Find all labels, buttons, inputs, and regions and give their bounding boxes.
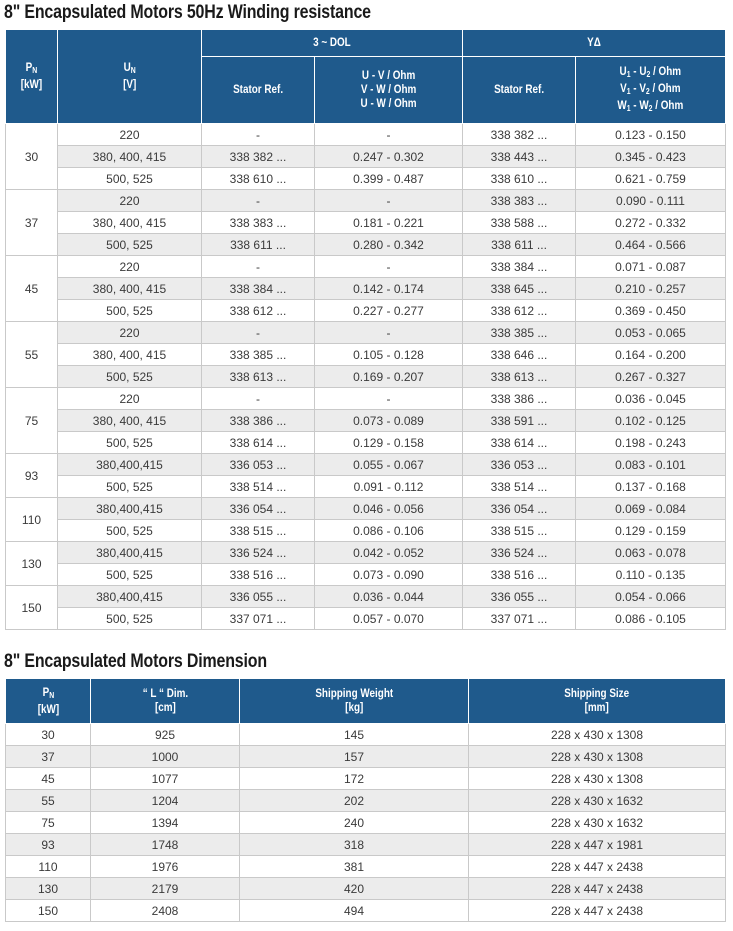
dim-l-cell: 1000: [91, 746, 240, 768]
dim-l-cell: 1204: [91, 790, 240, 812]
dim-weight-cell: 157: [240, 746, 469, 768]
dim-pn-cell: 55: [6, 790, 91, 812]
dol-ref-cell: 338 386 ...: [202, 410, 315, 432]
dim-size-cell: 228 x 447 x 2438: [469, 878, 726, 900]
yd-ref-cell: 338 515 ...: [463, 520, 576, 542]
un-cell: 220: [58, 256, 202, 278]
yd-res-cell: 0.164 - 0.200: [576, 344, 726, 366]
dol-res-cell: 0.057 - 0.070: [315, 608, 463, 630]
dol-ref-cell: -: [202, 190, 315, 212]
table-row: [6, 790, 726, 812]
header-yd-stator-ref: Stator Ref.: [463, 57, 576, 124]
dim-size-cell: 228 x 447 x 2438: [469, 856, 726, 878]
dim-weight-cell: 145: [240, 724, 469, 746]
table-row: [6, 878, 726, 900]
yd-res-cell: 0.129 - 0.159: [576, 520, 726, 542]
un-cell: 380, 400, 415: [58, 344, 202, 366]
dim-pn-cell: 75: [6, 812, 91, 834]
yd-res-cell: 0.083 - 0.101: [576, 454, 726, 476]
dim-pn-cell: 93: [6, 834, 91, 856]
dim-weight-cell: 318: [240, 834, 469, 856]
yd-ref-cell: 336 053 ...: [463, 454, 576, 476]
dol-res-cell: 0.042 - 0.052: [315, 542, 463, 564]
yd-res-cell: 0.102 - 0.125: [576, 410, 726, 432]
dol-res-cell: 0.280 - 0.342: [315, 234, 463, 256]
dol-res-cell: 0.091 - 0.112: [315, 476, 463, 498]
un-cell: 220: [58, 388, 202, 410]
header-ydelta: YΔ: [463, 30, 726, 57]
table-row: [6, 410, 726, 432]
yd-res-cell: 0.110 - 0.135: [576, 564, 726, 586]
table-row: [6, 212, 726, 234]
pn-cell: 130: [6, 542, 58, 586]
table-row: [6, 724, 726, 746]
yd-res-cell: 0.267 - 0.327: [576, 366, 726, 388]
dol-res-cell: 0.055 - 0.067: [315, 454, 463, 476]
table-row: [6, 256, 726, 278]
un-cell: 500, 525: [58, 476, 202, 498]
un-cell: 220: [58, 190, 202, 212]
yd-ref-cell: 338 591 ...: [463, 410, 576, 432]
dim-pn-cell: 150: [6, 900, 91, 922]
yd-ref-cell: 338 588 ...: [463, 212, 576, 234]
dol-res-cell: -: [315, 322, 463, 344]
dol-ref-cell: 336 054 ...: [202, 498, 315, 520]
yd-ref-cell: 338 613 ...: [463, 366, 576, 388]
dol-ref-cell: -: [202, 322, 315, 344]
yd-ref-cell: 338 645 ...: [463, 278, 576, 300]
yd-ref-cell: 338 443 ...: [463, 146, 576, 168]
yd-ref-cell: 337 071 ...: [463, 608, 576, 630]
un-cell: 380, 400, 415: [58, 410, 202, 432]
yd-res-cell: 0.369 - 0.450: [576, 300, 726, 322]
yd-res-cell: 0.210 - 0.257: [576, 278, 726, 300]
table-row: [6, 900, 726, 922]
yd-ref-cell: 338 382 ...: [463, 124, 576, 146]
un-cell: 500, 525: [58, 432, 202, 454]
header-un: $U_N$ [V]: [58, 30, 202, 124]
dol-ref-cell: 338 384 ...: [202, 278, 315, 300]
table-row: [6, 432, 726, 454]
table-row: [6, 168, 726, 190]
dim-size-cell: 228 x 430 x 1308: [469, 746, 726, 768]
dol-res-cell: 0.046 - 0.056: [315, 498, 463, 520]
pn-cell: 75: [6, 388, 58, 454]
un-cell: 220: [58, 124, 202, 146]
dim-weight-cell: 420: [240, 878, 469, 900]
dol-res-cell: 0.142 - 0.174: [315, 278, 463, 300]
dol-ref-cell: 336 055 ...: [202, 586, 315, 608]
yd-res-cell: 0.621 - 0.759: [576, 168, 726, 190]
dim-weight-cell: 381: [240, 856, 469, 878]
yd-res-cell: 0.090 - 0.111: [576, 190, 726, 212]
dol-ref-cell: 338 382 ...: [202, 146, 315, 168]
yd-ref-cell: 338 386 ...: [463, 388, 576, 410]
dim-pn-cell: 30: [6, 724, 91, 746]
dol-res-cell: 0.073 - 0.090: [315, 564, 463, 586]
dol-res-cell: 0.086 - 0.106: [315, 520, 463, 542]
dol-res-cell: 0.169 - 0.207: [315, 366, 463, 388]
table-row: [6, 322, 726, 344]
un-cell: 380,400,415: [58, 498, 202, 520]
table-row: [6, 454, 726, 476]
header-dol-stator-ref: Stator Ref.: [202, 57, 315, 124]
un-cell: 220: [58, 322, 202, 344]
dol-res-cell: 0.181 - 0.221: [315, 212, 463, 234]
dim-weight-cell: 494: [240, 900, 469, 922]
table-row: [6, 812, 726, 834]
yd-res-cell: 0.063 - 0.078: [576, 542, 726, 564]
dol-res-cell: -: [315, 124, 463, 146]
dol-ref-cell: 338 385 ...: [202, 344, 315, 366]
header-pn: $P_N$ [kW]: [6, 30, 58, 124]
table-row: [6, 388, 726, 410]
yd-res-cell: 0.036 - 0.045: [576, 388, 726, 410]
dim-header-l: “ L “ Dim. [cm]: [91, 679, 240, 724]
yd-res-cell: 0.069 - 0.084: [576, 498, 726, 520]
dim-header-pn: $P_N$ [kW]: [6, 679, 91, 724]
un-cell: 380,400,415: [58, 542, 202, 564]
dim-weight-cell: 240: [240, 812, 469, 834]
pn-cell: 55: [6, 322, 58, 388]
dol-ref-cell: 338 514 ...: [202, 476, 315, 498]
yd-ref-cell: 338 516 ...: [463, 564, 576, 586]
yd-ref-cell: 338 646 ...: [463, 344, 576, 366]
table-row: [6, 146, 726, 168]
dol-ref-cell: -: [202, 388, 315, 410]
table-row: [6, 586, 726, 608]
table-row: [6, 608, 726, 630]
header-dol-resistance: U - V / Ohm V - W / Ohm U - W / Ohm: [315, 57, 463, 124]
yd-res-cell: 0.137 - 0.168: [576, 476, 726, 498]
dim-size-cell: 228 x 430 x 1632: [469, 790, 726, 812]
dol-ref-cell: -: [202, 256, 315, 278]
table-row: [6, 834, 726, 856]
yd-ref-cell: 338 610 ...: [463, 168, 576, 190]
dol-ref-cell: 338 383 ...: [202, 212, 315, 234]
dim-l-cell: 1748: [91, 834, 240, 856]
yd-res-cell: 0.272 - 0.332: [576, 212, 726, 234]
yd-ref-cell: 336 524 ...: [463, 542, 576, 564]
table-row: [6, 542, 726, 564]
dim-l-cell: 2179: [91, 878, 240, 900]
dim-size-cell: 228 x 447 x 2438: [469, 900, 726, 922]
pn-cell: 37: [6, 190, 58, 256]
dim-header-size: Shipping Size [mm]: [469, 679, 726, 724]
dol-ref-cell: 336 524 ...: [202, 542, 315, 564]
dol-ref-cell: -: [202, 124, 315, 146]
dol-ref-cell: 336 053 ...: [202, 454, 315, 476]
dim-weight-cell: 172: [240, 768, 469, 790]
yd-res-cell: 0.054 - 0.066: [576, 586, 726, 608]
yd-ref-cell: 338 614 ...: [463, 432, 576, 454]
dol-res-cell: 0.036 - 0.044: [315, 586, 463, 608]
yd-res-cell: 0.071 - 0.087: [576, 256, 726, 278]
un-cell: 500, 525: [58, 608, 202, 630]
dol-ref-cell: 338 515 ...: [202, 520, 315, 542]
un-cell: 380, 400, 415: [58, 278, 202, 300]
dim-weight-cell: 202: [240, 790, 469, 812]
dim-pn-cell: 45: [6, 768, 91, 790]
dol-res-cell: 0.129 - 0.158: [315, 432, 463, 454]
table-row: [6, 278, 726, 300]
dol-ref-cell: 338 611 ...: [202, 234, 315, 256]
table-row: [6, 234, 726, 256]
pn-cell: 110: [6, 498, 58, 542]
dim-pn-cell: 110: [6, 856, 91, 878]
yd-ref-cell: 338 611 ...: [463, 234, 576, 256]
pn-cell: 30: [6, 124, 58, 190]
dim-l-cell: 1077: [91, 768, 240, 790]
dol-ref-cell: 338 612 ...: [202, 300, 315, 322]
dol-res-cell: 0.399 - 0.487: [315, 168, 463, 190]
table-row: [6, 768, 726, 790]
dim-l-cell: 1394: [91, 812, 240, 834]
dim-size-cell: 228 x 430 x 1632: [469, 812, 726, 834]
yd-ref-cell: 338 383 ...: [463, 190, 576, 212]
dim-size-cell: 228 x 447 x 1981: [469, 834, 726, 856]
table-row: [6, 746, 726, 768]
table-row: [6, 476, 726, 498]
yd-res-cell: 0.053 - 0.065: [576, 322, 726, 344]
dol-ref-cell: 338 516 ...: [202, 564, 315, 586]
un-cell: 500, 525: [58, 168, 202, 190]
un-cell: 380, 400, 415: [58, 146, 202, 168]
pn-cell: 45: [6, 256, 58, 322]
dim-l-cell: 925: [91, 724, 240, 746]
un-cell: 380,400,415: [58, 454, 202, 476]
table-row: [6, 498, 726, 520]
un-cell: 380,400,415: [58, 586, 202, 608]
dol-res-cell: -: [315, 190, 463, 212]
pn-cell: 93: [6, 454, 58, 498]
dol-res-cell: -: [315, 256, 463, 278]
un-cell: 500, 525: [58, 234, 202, 256]
dim-pn-cell: 37: [6, 746, 91, 768]
header-yd-resistance: $U_1 - U_2$ / Ohm $V_1 - V_2$ / Ohm $W_1 - W_2$ / Ohm: [576, 57, 726, 124]
pn-cell: 150: [6, 586, 58, 630]
dol-ref-cell: 338 613 ...: [202, 366, 315, 388]
dim-l-cell: 2408: [91, 900, 240, 922]
un-cell: 500, 525: [58, 520, 202, 542]
table-row: [6, 520, 726, 542]
un-cell: 500, 525: [58, 564, 202, 586]
un-cell: 380, 400, 415: [58, 212, 202, 234]
dim-header-weight: Shipping Weight [kg]: [240, 679, 469, 724]
yd-res-cell: 0.464 - 0.566: [576, 234, 726, 256]
dim-l-cell: 1976: [91, 856, 240, 878]
table-row: [6, 344, 726, 366]
dol-ref-cell: 337 071 ...: [202, 608, 315, 630]
yd-res-cell: 0.198 - 0.243: [576, 432, 726, 454]
dimension-table-title: 8" Encapsulated Motors Dimension: [4, 651, 267, 672]
dol-res-cell: 0.227 - 0.277: [315, 300, 463, 322]
yd-ref-cell: 338 612 ...: [463, 300, 576, 322]
dol-res-cell: 0.247 - 0.302: [315, 146, 463, 168]
dol-res-cell: -: [315, 388, 463, 410]
yd-ref-cell: 338 514 ...: [463, 476, 576, 498]
yd-res-cell: 0.123 - 0.150: [576, 124, 726, 146]
dol-ref-cell: 338 614 ...: [202, 432, 315, 454]
table-row: [6, 366, 726, 388]
dol-res-cell: 0.105 - 0.128: [315, 344, 463, 366]
un-cell: 500, 525: [58, 300, 202, 322]
winding-resistance-table: [5, 29, 726, 630]
table-row: [6, 190, 726, 212]
dimension-table: [5, 678, 726, 922]
yd-res-cell: 0.086 - 0.105: [576, 608, 726, 630]
dim-pn-cell: 130: [6, 878, 91, 900]
yd-ref-cell: 336 055 ...: [463, 586, 576, 608]
table-row: [6, 856, 726, 878]
yd-ref-cell: 338 384 ...: [463, 256, 576, 278]
dim-size-cell: 228 x 430 x 1308: [469, 768, 726, 790]
header-dol: 3 ~ DOL: [202, 30, 463, 57]
table-row: [6, 564, 726, 586]
dol-res-cell: 0.073 - 0.089: [315, 410, 463, 432]
dim-size-cell: 228 x 430 x 1308: [469, 724, 726, 746]
table-row: [6, 300, 726, 322]
yd-res-cell: 0.345 - 0.423: [576, 146, 726, 168]
yd-ref-cell: 336 054 ...: [463, 498, 576, 520]
yd-ref-cell: 338 385 ...: [463, 322, 576, 344]
table-row: [6, 124, 726, 146]
un-cell: 500, 525: [58, 366, 202, 388]
dol-ref-cell: 338 610 ...: [202, 168, 315, 190]
winding-table-title: 8" Encapsulated Motors 50Hz Winding resistance: [4, 2, 371, 23]
